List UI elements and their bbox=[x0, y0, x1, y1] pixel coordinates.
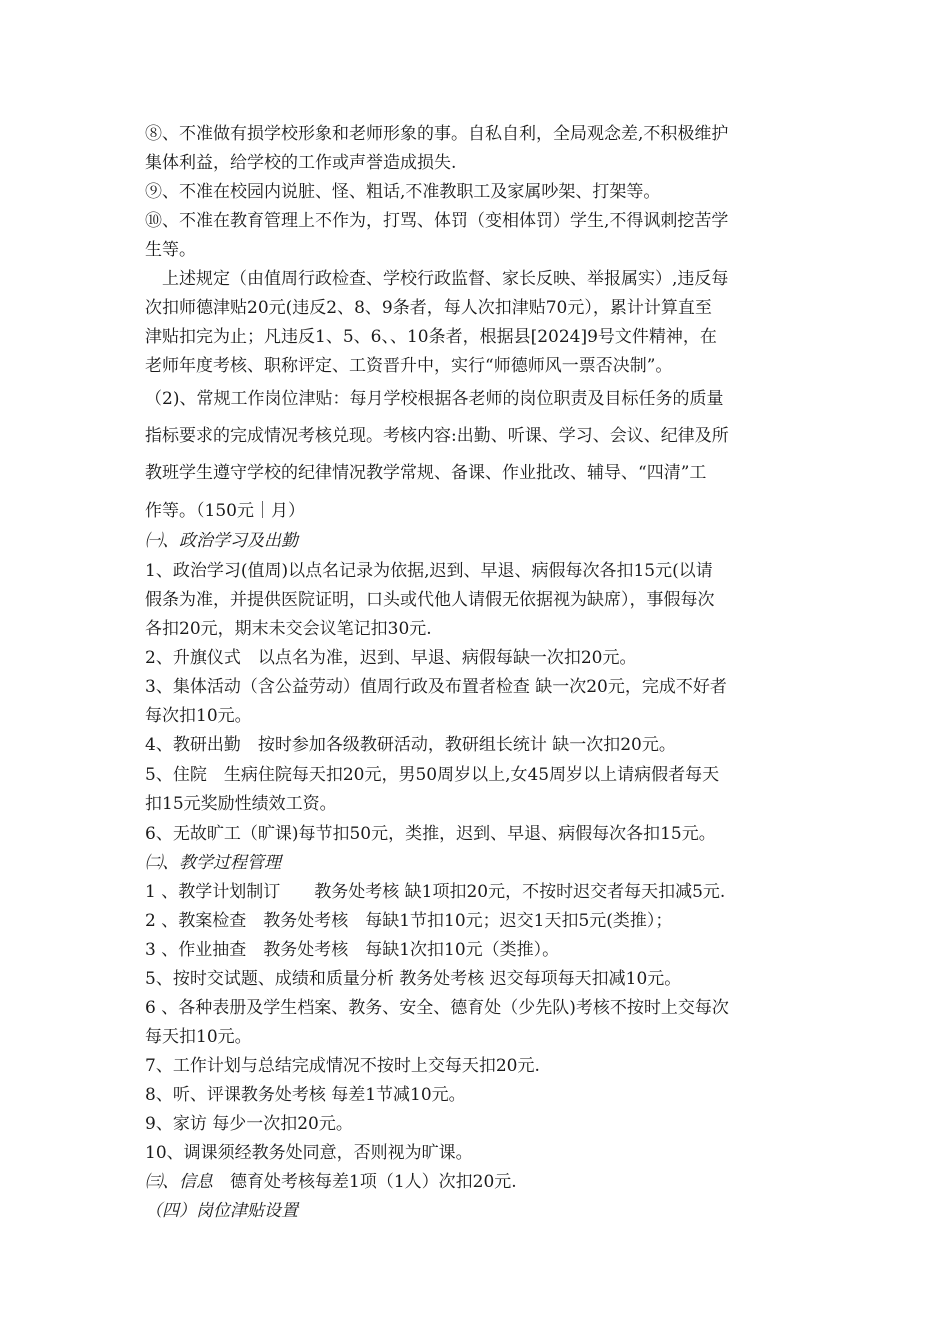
penalty-paragraph-line-2: 次扣师德津贴20元(违反2、8、9条者，每人次扣津贴70元），累计计算直至 bbox=[145, 298, 712, 318]
teaching-item-5: 5、按时交试题、成绩和质量分析 教务处考核 迟交每项每天扣减10元。 bbox=[145, 969, 682, 989]
teaching-item-7: 7、工作计划与总结完成情况不按时上交每天扣20元. bbox=[145, 1056, 540, 1076]
teaching-item-10: 10、调课须经教务处同意，否则视为旷课。 bbox=[145, 1143, 473, 1163]
item-5-line-1: 5、住院 生病住院每天扣20元，男50周岁以上,女45周岁以上请病假者每天 bbox=[145, 765, 720, 785]
rule-8-line-1: ⑧、不准做有损学校形象和老师形象的事。自私自利，全局观念差,不积极维护 bbox=[145, 124, 729, 144]
section-heading-3-line bbox=[145, 1170, 815, 1194]
rule-8-line-2: 集体利益，给学校的工作或声誉造成损失. bbox=[145, 153, 457, 173]
section-heading-4: （四）岗位津贴设置 bbox=[145, 1201, 298, 1221]
allowance-paragraph-line-4: 作等。（150元｜月） bbox=[145, 501, 305, 521]
item-5-line-2: 扣15元奖励性绩效工资。 bbox=[145, 794, 337, 814]
allowance-paragraph-line-1: （2)、常规工作岗位津贴：每月学校根据各老师的岗位职责及目标任务的质量 bbox=[145, 389, 724, 409]
item-1-line-2: 假条为准，并提供医院证明，口头或代他人请假无依据视为缺席），事假每次 bbox=[145, 590, 715, 610]
item-1-line-1: 1、政治学习(值周)以点名记录为依据,迟到、早退、病假每次各扣15元(以请 bbox=[145, 561, 713, 581]
item-4: 4、教研出勤 按时参加各级教研活动，教研组长统计 缺一次扣20元。 bbox=[145, 735, 676, 755]
info-rule: 德育处考核每差1项（1人）次扣20元. bbox=[213, 1172, 517, 1192]
section-heading-2: ㈡、教学过程管理 bbox=[145, 853, 281, 873]
section-heading-1: ㈠、政治学习及出勤 bbox=[145, 531, 298, 551]
item-2: 2、升旗仪式 以点名为准，迟到、早退、病假每缺一次扣20元。 bbox=[145, 648, 637, 668]
item-3-line-2: 每次扣10元。 bbox=[145, 706, 252, 726]
teaching-item-9: 9、家访 每少一次扣20元。 bbox=[145, 1114, 353, 1134]
item-3-line-1: 3、集体活动（含公益劳动）值周行政及布置者检查 缺一次20元，完成不好者 bbox=[145, 677, 727, 697]
rule-10-line-1: ⑩、不准在教育管理上不作为，打骂、体罚（变相体罚）学生,不得讽刺挖苦学 bbox=[145, 211, 729, 231]
rule-9: ⑨、不准在校园内说脏、怪、粗话,不准教职工及家属吵架、打架等。 bbox=[145, 182, 661, 202]
penalty-paragraph-line-3: 津贴扣完为止；凡违反1、5、6、、10条者，根据县[2024]9号文件精神，在 bbox=[145, 327, 717, 347]
penalty-paragraph-line-4: 老师年度考核、职称评定、工资晋升中，实行“师德师风一票否决制”。 bbox=[145, 356, 673, 376]
teaching-item-2: 2 、教案检查 教务处考核 每缺1节扣10元；迟交1天扣5元(类推）； bbox=[145, 911, 673, 931]
penalty-paragraph-line-1: 上述规定（由值周行政检查、学校行政监督、家长反映、举报属实）,违反每 bbox=[145, 269, 729, 289]
allowance-paragraph-line-3: 教班学生遵守学校的纪律情况教学常规、备课、作业批改、辅导、“四清”工 bbox=[145, 463, 707, 483]
item-1-line-3: 各扣20元，期末未交会议笔记扣30元. bbox=[145, 619, 432, 639]
teaching-item-3: 3 、作业抽查 教务处考核 每缺1次扣10元（类推）。 bbox=[145, 940, 560, 960]
teaching-item-1: 1 、教学计划制订 教务处考核 缺1项扣20元，不按时迟交者每天扣减5元. bbox=[145, 882, 726, 902]
rule-10-line-2: 生等。 bbox=[145, 240, 196, 260]
item-6: 6、无故旷工（旷课)每节扣50元，类推，迟到、早退、病假每次各扣15元。 bbox=[145, 824, 716, 844]
section-heading-3: ㈢、信息 bbox=[145, 1172, 213, 1192]
teaching-item-8: 8、听、评课教务处考核 每差1节减10元。 bbox=[145, 1085, 466, 1105]
teaching-item-6-line-1: 6 、各种表册及学生档案、教务、安全、德育处（少先队)考核不按时上交每次 bbox=[145, 998, 729, 1018]
allowance-paragraph-line-2: 指标要求的完成情况考核兑现。考核内容:出勤、听课、学习、会议、纪律及所 bbox=[145, 426, 729, 446]
teaching-item-6-line-2: 每天扣10元。 bbox=[145, 1027, 252, 1047]
